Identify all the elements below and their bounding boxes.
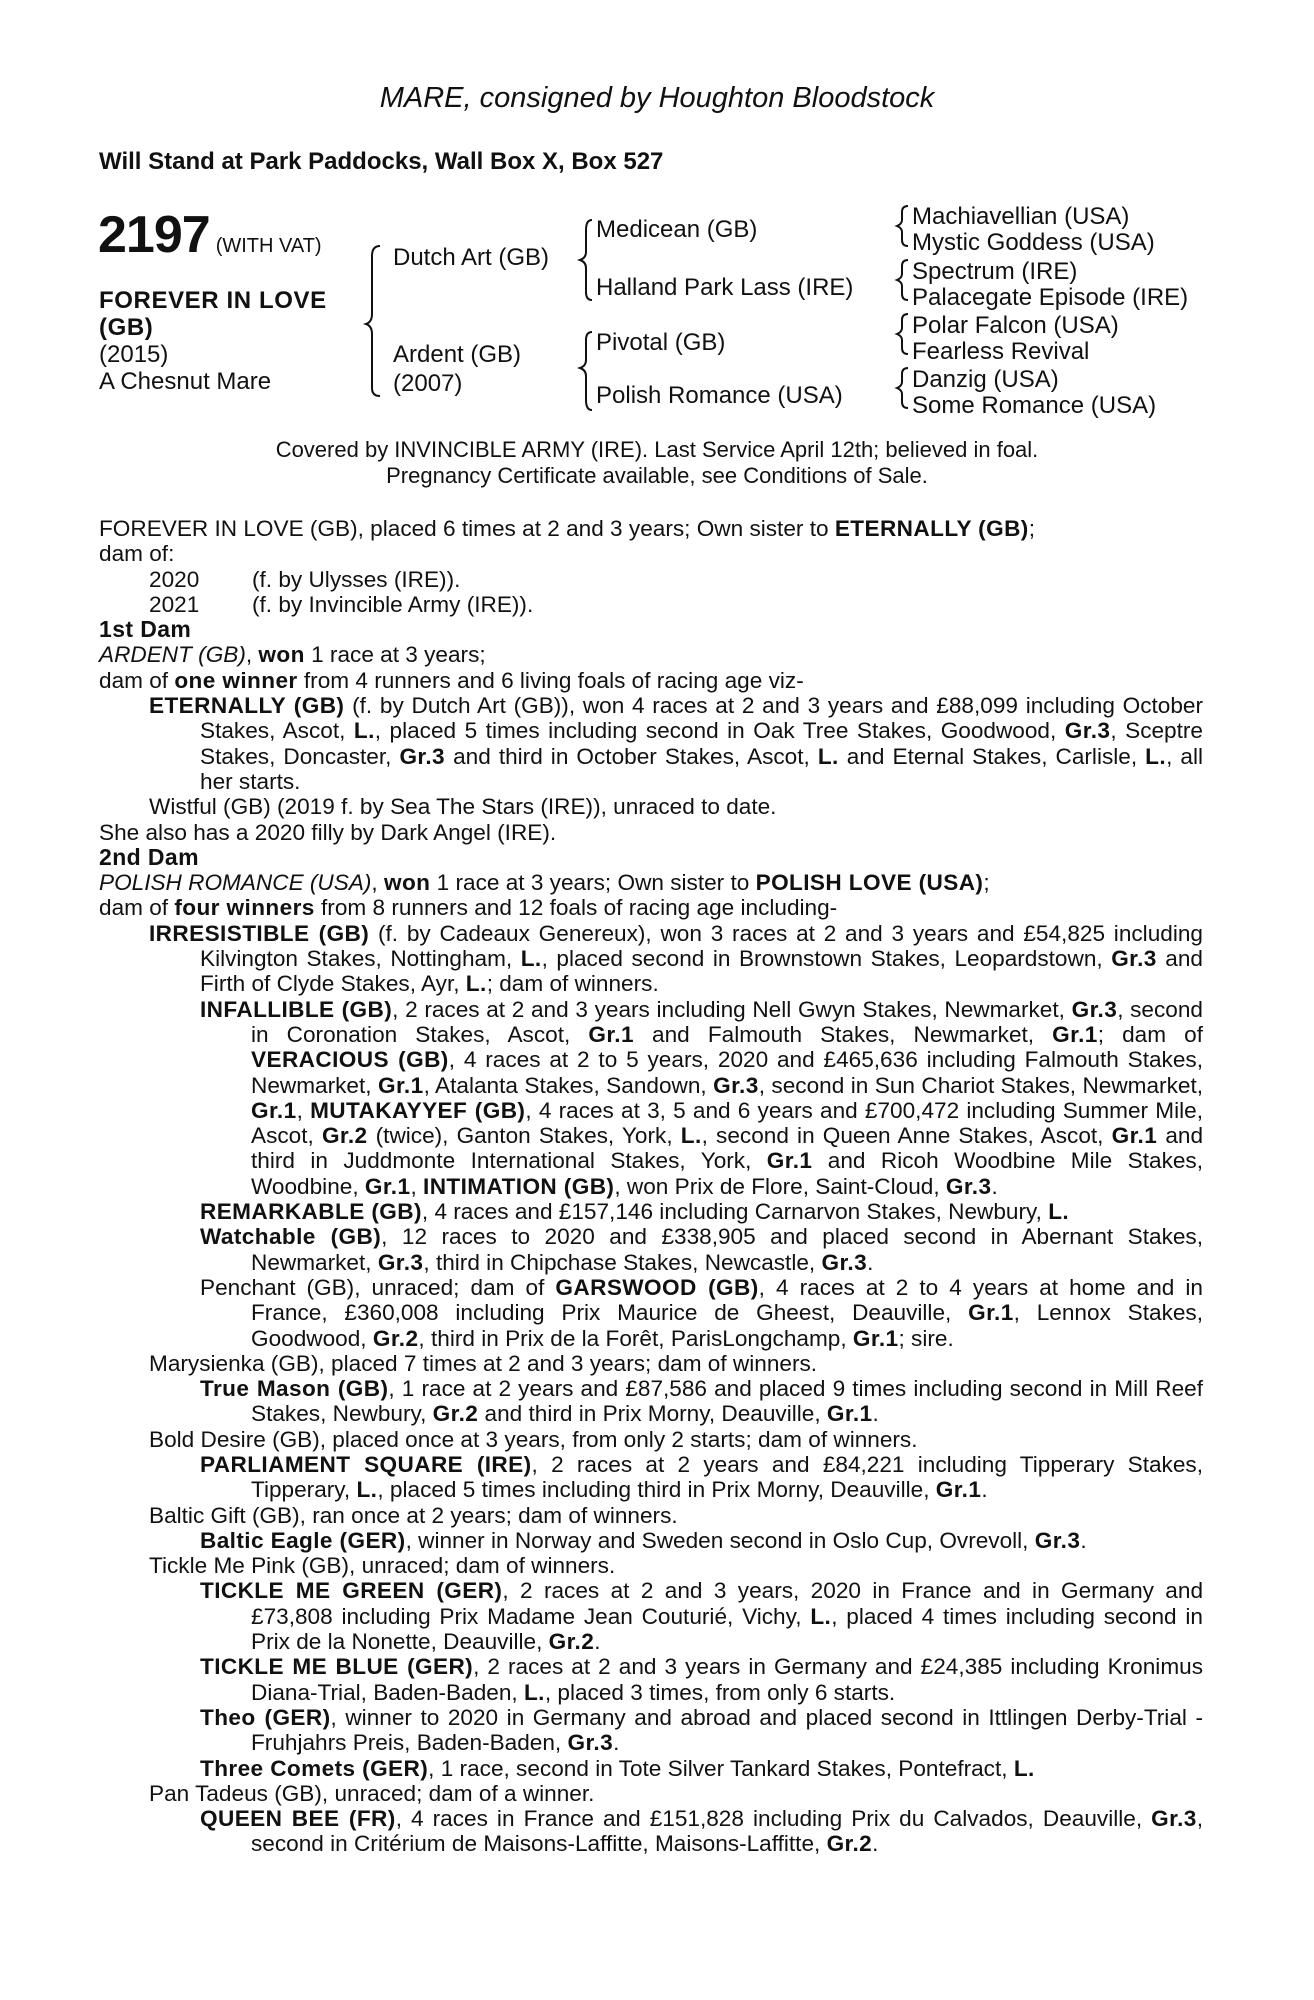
pedigree-sdd: Palacegate Episode (IRE)	[912, 284, 1189, 311]
intro-paragraph: FOREVER IN LOVE (GB), placed 6 times at 2 and 3 years; Own sister to ETERNALLY (GB);	[99, 516, 1036, 541]
pedigree-ddd: Some Romance (USA)	[912, 392, 1157, 419]
first-dam-also: She also has a 2020 filly by Dark Angel (IRE).	[99, 819, 557, 845]
horse-year: (2015)	[99, 341, 169, 368]
pedigree-sire: Dutch Art (GB)	[393, 244, 550, 271]
pedigree-dam-year: (2007)	[393, 370, 463, 397]
produce-baltic-gift: Baltic Gift (GB), ran once at 2 years; dam of winners.	[149, 1502, 678, 1528]
covering-note	[0, 437, 1314, 489]
pedigree-sds: Spectrum (IRE)	[912, 258, 1078, 285]
produce-irresistible: IRRESISTIBLE (GB) (f. by Cadeaux Genereux), won 3 races at 2 and 3 years and £54,825 including Kilvington Stakes, Nottingham, L., placed second in Brownstown Stakes, Leopardstown, Gr.3 and Firth of Clyde Stakes, Ayr, L.; dam of winners.	[149, 920, 1203, 997]
produce-three-comets: Three Comets (GER), 1 race, second in Tote Silver Tankard Stakes, Pontefract, L.	[200, 1755, 1035, 1781]
lot-number: 2197	[98, 206, 210, 264]
produce-tickle-me-pink: Tickle Me Pink (GB), unraced; dam of winners.	[149, 1553, 616, 1579]
pedigree-dss: Polar Falcon (USA)	[912, 312, 1119, 339]
produce-infallible: INFALLIBLE (GB), 2 races at 2 and 3 years including Nell Gwyn Stakes, Newmarket, Gr.3, second in Coronation Stakes, Ascot, Gr.1 and Falmouth Stakes, Newmarket, Gr.1; dam of VERACIOUS (GB), 4 races at 2 to 5 years, 2020 and £465,636 including Falmouth Stakes, Newmarket, Gr.1, Atalanta Stakes, Sandown, Gr.3, second in Sun Chariot Stakes, Newmarket, Gr.1, MUTAKAYYEF (GB), 4 races at 3, 5 and 6 years and £700,472 including Summer Mile, Ascot, Gr.2 (twice), Ganton Stakes, York, L., second in Queen Anne Stakes, Ascot, Gr.1 and third in Juddmonte International Stakes, York, Gr.1 and Ricoh Woodbine Mile Stakes, Woodbine, Gr.1, INTIMATION (GB), won Prix de Flore, Saint-Cloud, Gr.3.	[200, 996, 1204, 1199]
produce-marysienka: Marysienka (GB), placed 7 times at 2 and 3 years; dam of winners.	[149, 1350, 818, 1376]
covered-line-1: Covered by INVINCIBLE ARMY (IRE). Last Service April 12th; believed in foal.	[275, 437, 1039, 462]
covered-line-2: Pregnancy Certificate available, see Conditions of Sale.	[386, 463, 928, 488]
produce-watchable: Watchable (GB), 12 races to 2020 and £338,905 and placed second in Abernant Stakes, Newmarket, Gr.3, third in Chipchase Stakes, Newcastle, Gr.3.	[200, 1224, 1204, 1275]
pedigree-dam-sire: Pivotal (GB)	[596, 329, 726, 356]
vat-note: (WITH VAT)	[215, 235, 322, 257]
first-dam-line: ARDENT (GB), won 1 race at 3 years;	[99, 642, 486, 668]
pedigree-sire-dam: Halland Park Lass (IRE)	[596, 274, 854, 301]
pedigree-dam-dam: Polish Romance (USA)	[596, 382, 843, 409]
produce-parliament-square: PARLIAMENT SQUARE (IRE), 2 races at 2 years and £84,221 including Tipperary Stakes, Tipperary, L., placed 5 times including third in Prix Morny, Deauville, Gr.1.	[200, 1451, 1203, 1503]
intro-dam-of: dam of:	[99, 541, 175, 567]
consignment-title: MARE, consigned by Houghton Bloodstock	[379, 82, 935, 114]
produce-true-mason: True Mason (GB), 1 race at 2 years and £87,586 and placed 9 times including second in Mill Reef Stakes, Newbury, Gr.2 and third in Prix Morny, Deauville, Gr.1.	[200, 1376, 1203, 1427]
pedigree-sss: Machiavellian (USA)	[912, 203, 1130, 230]
produce-remarkable: REMARKABLE (GB), 4 races and £157,146 including Carnarvon Stakes, Newbury, L.	[200, 1199, 1070, 1225]
pedigree-sire-sire: Medicean (GB)	[596, 216, 758, 243]
stand-location: Will Stand at Park Paddocks, Wall Box X, Box 527	[99, 148, 664, 175]
first-dam-produce: dam of one winner from 4 runners and 6 living foals of racing age viz-	[99, 667, 804, 693]
produce-wistful: Wistful (GB) (2019 f. by Sea The Stars (IRE)), unraced to date.	[149, 794, 777, 820]
horse-description: A Chesnut Mare	[99, 368, 272, 395]
pedigree-ssd: Mystic Goddess (USA)	[912, 229, 1155, 256]
produce-bold-desire: Bold Desire (GB), placed once at 3 years, from only 2 starts; dam of winners.	[149, 1426, 918, 1452]
first-dam-heading: 1st Dam	[99, 616, 192, 643]
horse-name: FOREVER IN LOVE	[99, 287, 327, 314]
second-dam-line: POLISH ROMANCE (USA), won 1 race at 3 years; Own sister to POLISH LOVE (USA);	[99, 870, 990, 896]
produce-eternally: ETERNALLY (GB) (f. by Dutch Art (GB)), won 4 races at 2 and 3 years and £88,099 including October Stakes, Ascot, L., placed 5 times including second in Oak Tree Stakes, Goodwood, Gr.3, Sceptre Stakes, Doncaster, Gr.3 and third in October Stakes, Ascot, L. and Eternal Stakes, Carlisle, L., all her starts.	[149, 693, 1203, 794]
produce-queen-bee: QUEEN BEE (FR), 4 races in France and £151,828 including Prix du Calvados, Deauville, Gr.3, second in Critérium de Maisons-Laffitte, Maisons-Laffitte, Gr.2.	[200, 1806, 1204, 1857]
foal-row: 2020 (f. by Ulysses (IRE)).	[149, 566, 461, 592]
produce-penchant: Penchant (GB), unraced; dam of GARSWOOD (GB), 4 races at 2 to 4 years at home and in France, £360,008 including Prix Maurice de Gheest, Deauville, Gr.1, Lennox Stakes, Goodwood, Gr.2, third in Prix de la Forêt, ParisLongchamp, Gr.1; sire.	[200, 1274, 1204, 1351]
second-dam-produce: dam of four winners from 8 runners and 12 foals of racing age including-	[99, 895, 838, 921]
foal-row: 2021 (f. by Invincible Army (IRE)).	[149, 591, 534, 617]
produce-tickle-me-blue: TICKLE ME BLUE (GER), 2 races at 2 and 3 years in Germany and £24,385 including Kronimus Diana-Trial, Baden-Baden, L., placed 3 times, from only 6 starts.	[200, 1654, 1203, 1705]
horse-origin: (GB)	[99, 314, 154, 341]
catalogue-body	[99, 516, 1203, 1857]
produce-theo: Theo (GER), winner to 2020 in Germany and abroad and placed second in Ittlingen Derby-Trial - Fruhjahrs Preis, Baden-Baden, Gr.3.	[200, 1704, 1203, 1756]
produce-baltic-eagle: Baltic Eagle (GER), winner in Norway and Sweden second in Oslo Cup, Ovrevoll, Gr.3.	[200, 1527, 1087, 1553]
second-dam-heading: 2nd Dam	[99, 843, 199, 870]
produce-pan-tadeus: Pan Tadeus (GB), unraced; dam of a winner.	[149, 1780, 595, 1806]
pedigree-dsd: Fearless Revival	[912, 338, 1090, 365]
pedigree-dds: Danzig (USA)	[912, 366, 1059, 393]
pedigree-dam: Ardent (GB)	[393, 341, 522, 368]
produce-tickle-me-green: TICKLE ME GREEN (GER), 2 races at 2 and 3 years, 2020 in France and in Germany and £73,808 including Prix Madame Jean Couturié, Vichy, L., placed 4 times including second in Prix de la Nonette, Deauville, Gr.2.	[200, 1578, 1204, 1655]
